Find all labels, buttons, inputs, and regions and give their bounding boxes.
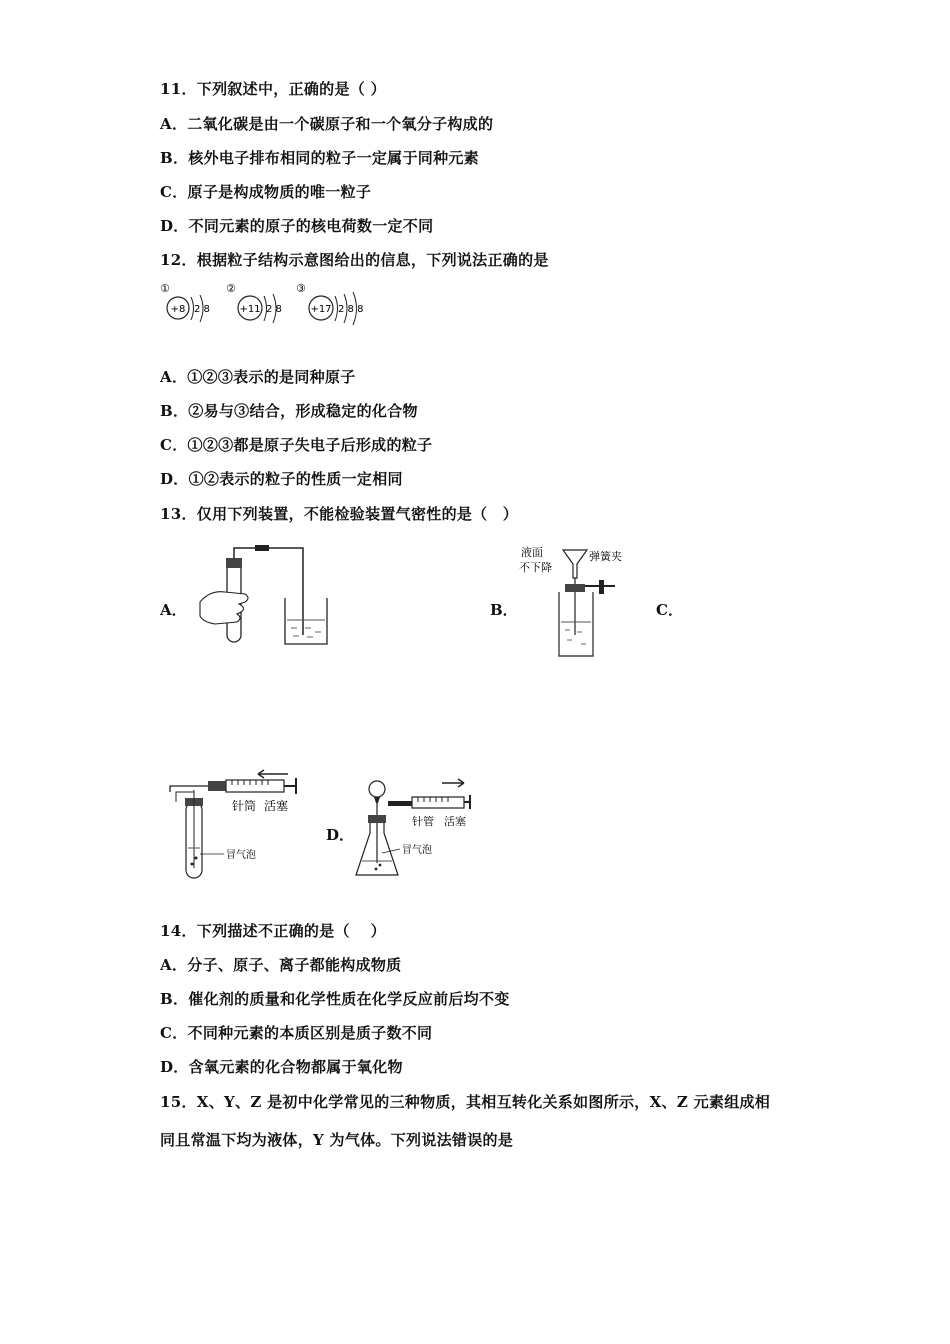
syringe-barrel	[412, 797, 464, 808]
connector	[388, 801, 412, 806]
spring-clamp	[599, 580, 604, 594]
q13-figure-c	[168, 768, 308, 880]
figure-b-note-level: 液面	[521, 546, 543, 559]
funnel-neck	[374, 797, 380, 803]
q13-figure-d	[352, 775, 477, 880]
bulb-funnel	[369, 781, 385, 797]
q13-label-b: B．	[490, 601, 518, 619]
figure-d-bubble-label: 冒气泡	[402, 845, 432, 856]
figure-c-plunger-label: 活塞	[264, 799, 289, 813]
q13-label-d: D．	[326, 826, 355, 844]
q12-option-d: D．①②表示的粒子的性质一定相同	[160, 470, 403, 488]
q12-option-c: C．①②③都是原子失电子后形成的粒子	[160, 436, 433, 454]
q11-option-c: C．原子是构成物质的唯一粒子	[160, 183, 372, 201]
particle-3-marker: ③	[296, 282, 306, 295]
q14-stem: 14．下列描述不正确的是（ ）	[160, 922, 386, 940]
funnel	[563, 550, 587, 578]
particle-1-shells: 2 8	[194, 304, 210, 315]
delivery-tube	[234, 548, 303, 635]
q13-figure-a	[195, 540, 345, 652]
tube-connector	[255, 545, 269, 551]
bubble	[191, 863, 194, 866]
q11-option-a: A．二氧化碳是由一个碳原子和一个氧分子构成的	[160, 115, 494, 133]
q14-option-d: D．含氧元素的化合物都属于氧化物	[160, 1058, 403, 1076]
q15-stem-line-2: 同且常温下均为液体，Y 为气体。下列说法错误的是	[160, 1131, 514, 1149]
bubble	[375, 868, 378, 871]
q12-option-b: B．②易与③结合，形成稳定的化合物	[160, 402, 418, 420]
figure-b-note-not-drop: 不下降	[519, 561, 552, 574]
bubble	[379, 864, 382, 867]
q11-option-b: B．核外电子排布相同的粒子一定属于同种元素	[160, 149, 479, 167]
rubber-stopper	[226, 558, 242, 568]
side-tube	[170, 786, 208, 792]
q12-option-a: A．①②③表示的是同种原子	[160, 368, 356, 386]
beaker	[285, 598, 327, 644]
q11-stem: 11．下列叙述中，正确的是（ ）	[160, 80, 386, 98]
particle-2-marker: ②	[226, 282, 236, 295]
figure-c-bubble-label: 冒气泡	[226, 850, 256, 861]
particle-2-nucleus: +11	[239, 304, 261, 315]
q13-label-c: C．	[656, 601, 683, 619]
particle-1-nucleus: +8	[170, 304, 186, 315]
q12-stem: 12．根据粒子结构示意图给出的信息，下列说法正确的是	[160, 251, 549, 269]
particle-1-marker: ①	[160, 282, 170, 295]
figure-b-note-clamp: 弹簧夹	[589, 550, 622, 563]
particle-3-shells: 2 8 8	[338, 304, 364, 315]
q15-stem-line-1: 15．X、Y、Z 是初中化学常见的三种物质，其相互转化关系如图所示，X、Z 元素组成相	[160, 1093, 771, 1111]
q11-option-d: D．不同元素的原子的核电荷数一定不同	[160, 217, 434, 235]
q13-stem: 13．仅用下列装置，不能检验装置气密性的是（ ）	[160, 505, 519, 523]
figure-c-syringe-label: 针筒	[232, 799, 257, 813]
stopper	[368, 815, 386, 823]
bubble	[195, 857, 198, 860]
q13-label-a: A．	[160, 601, 187, 619]
syringe-barrel	[226, 780, 284, 792]
connector	[208, 781, 226, 791]
particle-3-nucleus: +17	[310, 304, 332, 315]
flask	[559, 592, 593, 656]
q12-particle-diagrams	[158, 280, 378, 332]
q13-figure-b	[515, 540, 635, 658]
figure-d-plunger-label: 活塞	[444, 815, 466, 828]
particle-2-shells: 2 8	[266, 304, 282, 315]
stopper	[565, 584, 585, 592]
q14-option-c: C．不同种元素的本质区别是质子数不同	[160, 1024, 433, 1042]
q14-option-b: B．催化剂的质量和化学性质在化学反应前后均不变	[160, 990, 510, 1008]
figure-d-syringe-label: 针管	[412, 815, 434, 828]
water-texture	[291, 628, 321, 637]
q14-option-a: A．分子、原子、离子都能构成物质	[160, 956, 402, 974]
